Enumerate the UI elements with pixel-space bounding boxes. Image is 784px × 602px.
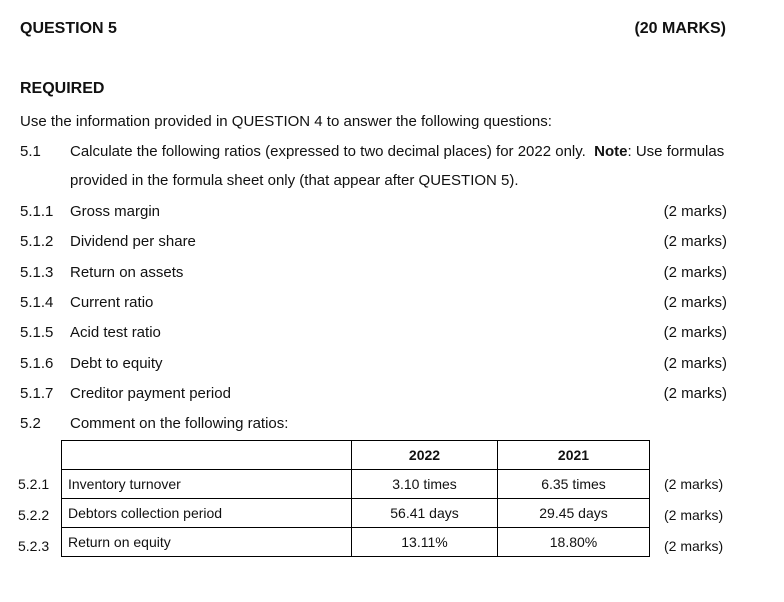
table-row-marks: (2 marks): [664, 476, 724, 492]
item-label: Debt to equity: [70, 355, 163, 372]
item-number: 5.1.3: [20, 264, 54, 281]
table-header-cell: 2022: [352, 441, 498, 470]
table-row: [62, 470, 650, 499]
q51-note-text: : Use formulas: [627, 143, 725, 160]
item-marks: (2 marks): [663, 385, 727, 402]
question-title: QUESTION 5: [20, 20, 117, 37]
item-marks: (2 marks): [663, 355, 727, 372]
item-label: Return on assets: [70, 264, 184, 281]
item-number: 5.1.2: [20, 233, 54, 250]
required-intro: Use the information provided in QUESTION 4 to answer the following questions:: [20, 113, 552, 130]
q51-text-line2: provided in the formula sheet only (that appear after QUESTION 5).: [70, 172, 519, 189]
table-cell-label: Return on equity: [62, 528, 352, 557]
q52-number: 5.2: [20, 415, 41, 432]
q51-number: 5.1: [20, 143, 41, 160]
q51-text: [70, 143, 730, 160]
table-row: [62, 499, 650, 528]
table-cell-2022: 13.11%: [352, 528, 498, 557]
table-row: [62, 528, 650, 557]
question-total-marks: (20 MARKS): [634, 20, 726, 37]
q51-note-label: Note: [594, 143, 628, 160]
q51-instruction: Calculate the following ratios (expressed to two decimal places) for 2022 only.: [70, 143, 586, 160]
table-row-marks: (2 marks): [664, 538, 724, 554]
table-header-cell: 2021: [498, 441, 650, 470]
item-label: Creditor payment period: [70, 385, 231, 402]
table-row-number: 5.2.2: [18, 507, 50, 523]
item-number: 5.1.7: [20, 385, 54, 402]
table-row-number: 5.2.1: [18, 476, 50, 492]
ratios-table: [61, 440, 650, 557]
table-cell-2021: 18.80%: [498, 528, 650, 557]
item-marks: (2 marks): [663, 203, 727, 220]
item-label: Gross margin: [70, 203, 161, 220]
item-label: Current ratio: [70, 294, 154, 311]
item-label: Dividend per share: [70, 233, 196, 250]
item-marks: (2 marks): [663, 233, 727, 250]
item-number: 5.1.1: [20, 203, 54, 220]
item-marks: (2 marks): [663, 264, 727, 281]
table-row-number: 5.2.3: [18, 538, 50, 554]
item-number: 5.1.6: [20, 355, 54, 372]
table-cell-label: Inventory turnover: [62, 470, 352, 499]
table-cell-2022: 56.41 days: [352, 499, 498, 528]
table-header-row: [62, 441, 650, 470]
required-heading: REQUIRED: [20, 80, 105, 97]
item-marks: (2 marks): [663, 294, 727, 311]
table-row-marks: (2 marks): [664, 507, 724, 523]
table-cell-2021: 6.35 times: [498, 470, 650, 499]
item-number: 5.1.4: [20, 294, 54, 311]
q52-text: Comment on the following ratios:: [70, 415, 289, 432]
item-label: Acid test ratio: [70, 324, 161, 341]
table-cell-2021: 29.45 days: [498, 499, 650, 528]
table-cell-2022: 3.10 times: [352, 470, 498, 499]
item-marks: (2 marks): [663, 324, 727, 341]
table-header-cell: [62, 441, 352, 470]
table-cell-label: Debtors collection period: [62, 499, 352, 528]
item-number: 5.1.5: [20, 324, 54, 341]
